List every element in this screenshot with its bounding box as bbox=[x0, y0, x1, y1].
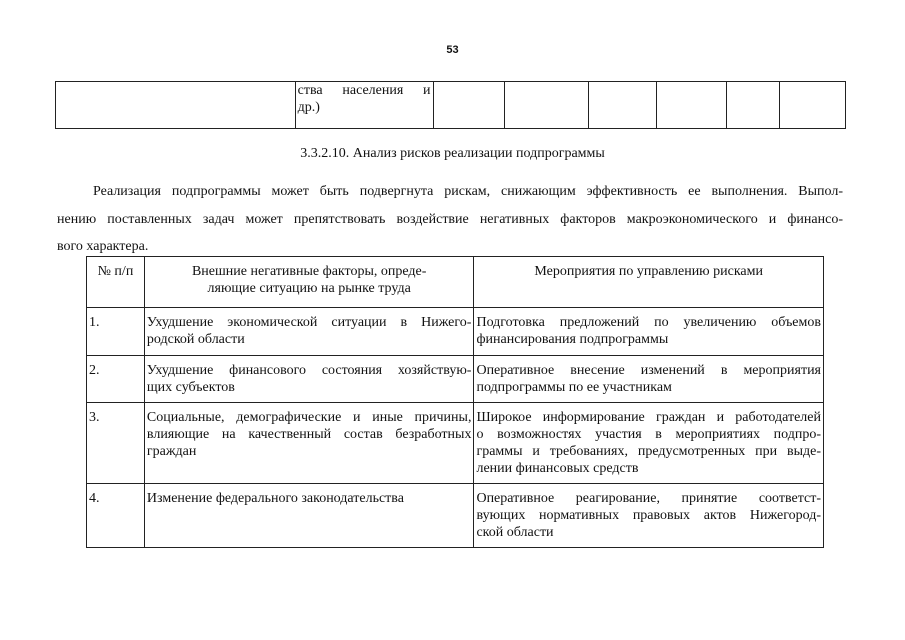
row-number: 2. bbox=[87, 356, 145, 403]
cell-text-line: Ухудшение финансового состояния хозяйствую- bbox=[146, 363, 472, 378]
table-row bbox=[87, 403, 824, 484]
table-cell bbox=[780, 82, 846, 129]
table-cell bbox=[505, 82, 589, 129]
cell-text-line: др.) bbox=[297, 100, 320, 115]
cell-text-line: влияющие на качественный состав безработных bbox=[146, 427, 472, 442]
risk-factor bbox=[144, 484, 474, 548]
risk-table bbox=[86, 256, 824, 548]
risk-factor bbox=[144, 308, 474, 356]
table-cell bbox=[433, 82, 505, 129]
cell-text-line: граммы и требованиях, предусмотренных при выде- bbox=[476, 444, 821, 459]
cell-text-line: Социальные, демографические и иные причины, bbox=[146, 410, 472, 425]
cell-text-line: финансирования подпрограммы bbox=[476, 332, 669, 347]
cell-text-line: Изменение федерального законодательства bbox=[146, 491, 404, 506]
risk-measure bbox=[474, 403, 824, 484]
cell-text-line: подпрограммы по ее участникам bbox=[476, 380, 672, 395]
paragraph-line: нению поставленных задач может препятствовать воздействие негативных факторов макроэкономического и финансо- bbox=[57, 211, 843, 227]
header-measures: Мероприятия по управлению рисками bbox=[474, 257, 824, 308]
header-factors bbox=[144, 257, 474, 308]
table-row bbox=[87, 308, 824, 356]
header-num: № п/п bbox=[87, 257, 145, 308]
table-cell bbox=[657, 82, 727, 129]
table-cell bbox=[727, 82, 780, 129]
table-cell bbox=[589, 82, 657, 129]
cell-text-line: Оперативное реагирование, принятие соответст- bbox=[476, 491, 821, 506]
risk-measure bbox=[474, 484, 824, 548]
cell-text-line: о возможностях участия в мероприятиях подпро- bbox=[476, 427, 821, 442]
cell-text-line: ской области bbox=[476, 525, 554, 540]
risk-factor bbox=[144, 403, 474, 484]
risk-measure bbox=[474, 356, 824, 403]
paragraph-line: вого характера. bbox=[57, 239, 149, 254]
cell-text-line: лении финансовых средств bbox=[476, 461, 639, 476]
header-line: ляющие ситуацию на рынке труда bbox=[207, 281, 411, 296]
table-header-row bbox=[87, 257, 824, 308]
cell-text-line: Оперативное внесение изменений в мероприятия bbox=[476, 363, 821, 378]
table-cell bbox=[56, 82, 296, 129]
row-number: 3. bbox=[87, 403, 145, 484]
intro-paragraph bbox=[57, 178, 843, 261]
cell-text-line: граждан bbox=[146, 444, 197, 459]
table-row bbox=[87, 356, 824, 403]
cell-text-line: родской области bbox=[146, 332, 245, 347]
section-heading: 3.3.2.10. Анализ рисков реализации подпрограммы bbox=[300, 146, 605, 161]
row-number: 4. bbox=[87, 484, 145, 548]
cell-text-line: щих субъектов bbox=[146, 380, 235, 395]
cell-text-line: Ухудшение экономической ситуации в Нижего- bbox=[146, 315, 472, 330]
risk-measure bbox=[474, 308, 824, 356]
continued-cell-text bbox=[295, 82, 433, 129]
risk-factor bbox=[144, 356, 474, 403]
header-line: Внешние негативные факторы, опреде- bbox=[191, 264, 427, 279]
table-row bbox=[87, 484, 824, 548]
page-number: 53 bbox=[446, 44, 459, 56]
cell-text-line: Широкое информирование граждан и работодателей bbox=[476, 410, 821, 425]
paragraph-line: Реализация подпрограммы может быть подвергнута рискам, снижающим эффективность ее выполнения. Выпол- bbox=[93, 184, 843, 199]
cell-text-line: вующих нормативных правовых актов Нижегород- bbox=[476, 508, 821, 523]
cell-text-line: ства населения и bbox=[297, 83, 431, 98]
cell-text-line: Подготовка предложений по увеличению объемов bbox=[476, 315, 821, 330]
continued-table bbox=[55, 81, 846, 129]
row-number: 1. bbox=[87, 308, 145, 356]
table-row bbox=[56, 82, 846, 129]
